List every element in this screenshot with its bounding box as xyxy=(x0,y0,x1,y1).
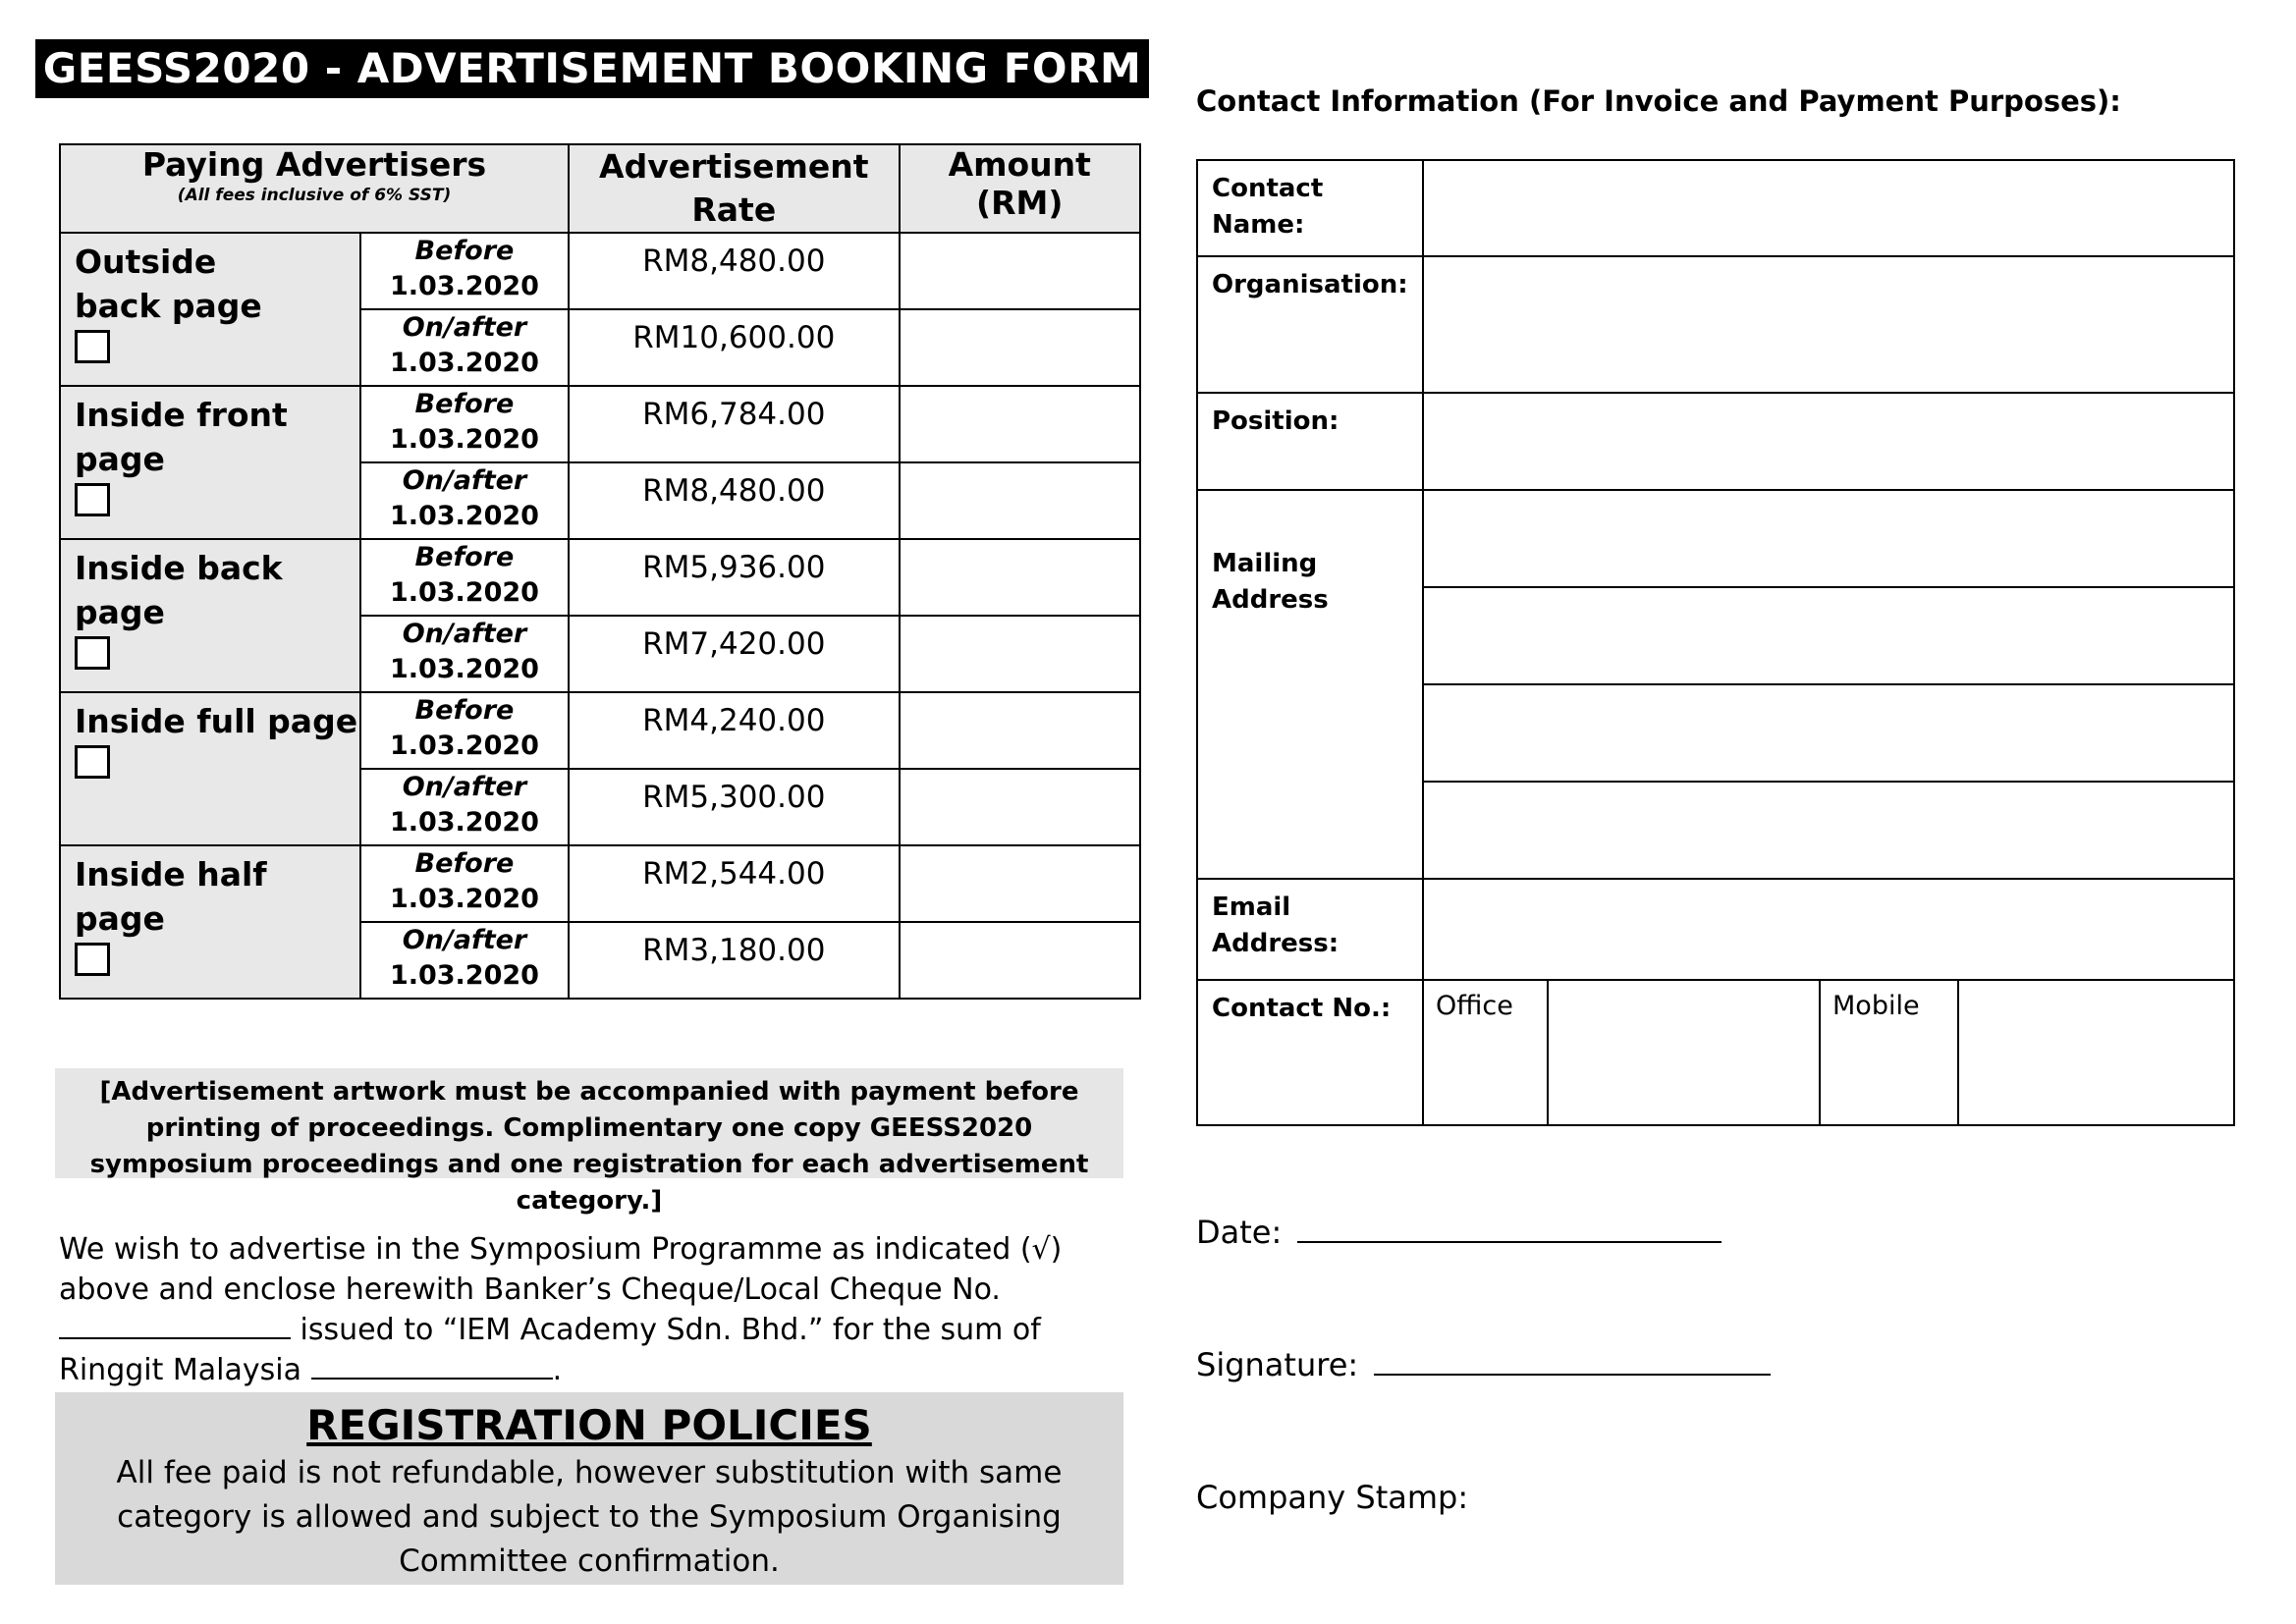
period-cell xyxy=(360,309,569,386)
period-label: Before xyxy=(414,236,515,266)
period-label: Before xyxy=(414,389,515,419)
mailing-address-label: Mailing Address xyxy=(1212,549,1329,615)
category-label: Inside back page xyxy=(75,549,283,631)
mobile-label-cell xyxy=(1819,979,1959,1126)
table-row xyxy=(60,845,1140,922)
category-cell xyxy=(60,692,360,845)
mailing-address-line-2[interactable] xyxy=(1422,586,2235,685)
period-label: On/after xyxy=(402,312,527,343)
policies-title: REGISTRATION POLICIES xyxy=(306,1401,872,1449)
contact-number-label-cell xyxy=(1196,979,1424,1126)
position-label: Position: xyxy=(1212,406,1339,436)
period-date: 1.03.2020 xyxy=(389,731,539,761)
signature-label: Signature: xyxy=(1196,1346,1359,1383)
rate-table xyxy=(59,143,1141,1000)
category-label: Inside front page xyxy=(75,396,288,478)
category-checkbox[interactable] xyxy=(75,483,110,516)
period-date: 1.03.2020 xyxy=(389,424,539,455)
period-cell xyxy=(360,922,569,999)
cheque-number-field[interactable] xyxy=(59,1312,291,1339)
category-label: Inside full page xyxy=(75,702,358,740)
contact-name-field[interactable] xyxy=(1422,159,2235,257)
date-field[interactable] xyxy=(1297,1216,1722,1243)
email-label: Email Address: xyxy=(1212,893,1339,958)
date-label: Date: xyxy=(1196,1214,1283,1251)
mailing-address-label-cell xyxy=(1196,489,1424,880)
form-title: GEESS2020 - ADVERTISEMENT BOOKING FORM xyxy=(35,39,1149,98)
signature-field[interactable] xyxy=(1374,1348,1771,1376)
period-label: On/after xyxy=(402,619,527,649)
category-checkbox[interactable] xyxy=(75,745,110,779)
amount-input[interactable] xyxy=(900,233,1140,309)
contact-name-label-cell xyxy=(1196,159,1424,257)
table-row xyxy=(60,386,1140,462)
position-label-cell xyxy=(1196,392,1424,491)
mailing-address-line-4[interactable] xyxy=(1422,781,2235,880)
category-checkbox[interactable] xyxy=(75,330,110,363)
period-date: 1.03.2020 xyxy=(389,884,539,914)
amount-header-label: Amount (RM) xyxy=(948,145,1091,222)
advertisers-header-note: (All fees inclusive of 6% SST) xyxy=(177,186,452,205)
period-date: 1.03.2020 xyxy=(389,501,539,531)
company-stamp-line xyxy=(1196,1479,1468,1516)
policies-text: All fee paid is not refundable, however substitution with same category is allowed and subject to the Symposium Organising Committee confirmation. xyxy=(116,1455,1063,1579)
amount-input[interactable] xyxy=(900,386,1140,462)
amount-input[interactable] xyxy=(900,462,1140,539)
period-cell xyxy=(360,539,569,616)
period-cell xyxy=(360,386,569,462)
position-field[interactable] xyxy=(1422,392,2235,491)
declaration-text-2: issued to “IEM Academy Sdn. Bhd.” for the sum of Ringgit Malaysia xyxy=(59,1313,1041,1387)
rate-value: RM6,784.00 xyxy=(569,386,899,462)
period-date: 1.03.2020 xyxy=(389,807,539,838)
artwork-note xyxy=(55,1068,1123,1216)
rate-value: RM4,240.00 xyxy=(569,692,899,769)
rate-value: RM7,420.00 xyxy=(569,616,899,692)
period-date: 1.03.2020 xyxy=(389,348,539,378)
rate-header xyxy=(569,144,899,233)
mailing-address-line-1[interactable] xyxy=(1422,489,2235,588)
office-label-cell xyxy=(1422,979,1549,1126)
amount-input[interactable] xyxy=(900,692,1140,769)
declaration xyxy=(59,1229,1129,1390)
rate-value: RM3,180.00 xyxy=(569,922,899,999)
declaration-text-3: . xyxy=(552,1353,563,1387)
amount-input[interactable] xyxy=(900,845,1140,922)
organisation-field[interactable] xyxy=(1422,255,2235,394)
period-label: On/after xyxy=(402,772,527,802)
amount-input[interactable] xyxy=(900,922,1140,999)
category-label: Inside half page xyxy=(75,855,267,938)
category-cell xyxy=(60,845,360,999)
period-cell xyxy=(360,845,569,922)
organisation-label-cell xyxy=(1196,255,1424,394)
rate-value: RM8,480.00 xyxy=(569,233,899,309)
signature-line xyxy=(1196,1346,1771,1383)
category-checkbox[interactable] xyxy=(75,943,110,976)
email-field[interactable] xyxy=(1422,878,2235,981)
email-label-cell xyxy=(1196,878,1424,981)
mailing-address-line-3[interactable] xyxy=(1422,683,2235,783)
period-date: 1.03.2020 xyxy=(389,271,539,301)
rate-value: RM5,936.00 xyxy=(569,539,899,616)
table-row xyxy=(60,692,1140,769)
period-label: On/after xyxy=(402,465,527,496)
artwork-note-text: [Advertisement artwork must be accompanied with payment before printing of proceedings. Complimentary one copy GEESS2020 symposium proceedings and one registration for each advertisement category.] xyxy=(89,1077,1089,1216)
period-cell xyxy=(360,462,569,539)
ringgit-amount-field[interactable] xyxy=(311,1352,553,1380)
period-label: On/after xyxy=(402,925,527,955)
declaration-text-1: We wish to advertise in the Symposium Programme as indicated (√) above and enclose herewith Banker’s Cheque/Local Cheque No. xyxy=(59,1232,1063,1307)
period-cell xyxy=(360,233,569,309)
period-date: 1.03.2020 xyxy=(389,654,539,684)
amount-input[interactable] xyxy=(900,616,1140,692)
rate-value: RM5,300.00 xyxy=(569,769,899,845)
office-number-field[interactable] xyxy=(1547,979,1821,1126)
category-checkbox[interactable] xyxy=(75,636,110,670)
rate-value: RM8,480.00 xyxy=(569,462,899,539)
rate-value: RM2,544.00 xyxy=(569,845,899,922)
table-row xyxy=(60,539,1140,616)
period-cell xyxy=(360,616,569,692)
mobile-label: Mobile xyxy=(1832,991,1920,1021)
rate-table-header xyxy=(60,144,1140,233)
office-label: Office xyxy=(1436,991,1513,1021)
period-label: Before xyxy=(414,848,515,879)
category-label: Outside back page xyxy=(75,243,262,325)
contact-name-label: Contact Name: xyxy=(1212,174,1324,240)
company-stamp-label: Company Stamp: xyxy=(1196,1479,1469,1516)
amount-input[interactable] xyxy=(900,539,1140,616)
period-date: 1.03.2020 xyxy=(389,577,539,608)
amount-header xyxy=(900,144,1140,233)
organisation-label: Organisation: xyxy=(1212,270,1408,299)
period-date: 1.03.2020 xyxy=(389,960,539,991)
period-label: Before xyxy=(414,542,515,572)
rate-header-label: Advertisement Rate xyxy=(599,147,869,229)
contact-heading: Contact Information (For Invoice and Payment Purposes): xyxy=(1196,84,2121,118)
contact-number-label: Contact No.: xyxy=(1212,994,1392,1023)
period-cell xyxy=(360,692,569,769)
amount-input[interactable] xyxy=(900,309,1140,386)
category-cell xyxy=(60,386,360,539)
amount-input[interactable] xyxy=(900,769,1140,845)
mobile-number-field[interactable] xyxy=(1957,979,2235,1126)
category-cell xyxy=(60,233,360,386)
rate-value: RM10,600.00 xyxy=(569,309,899,386)
registration-policies xyxy=(55,1392,1123,1585)
advertisers-header-label: Paying Advertisers xyxy=(141,145,487,184)
period-label: Before xyxy=(414,695,515,726)
advertisers-header xyxy=(60,144,569,233)
table-row xyxy=(60,233,1140,309)
period-cell xyxy=(360,769,569,845)
date-line xyxy=(1196,1214,1722,1251)
category-cell xyxy=(60,539,360,692)
